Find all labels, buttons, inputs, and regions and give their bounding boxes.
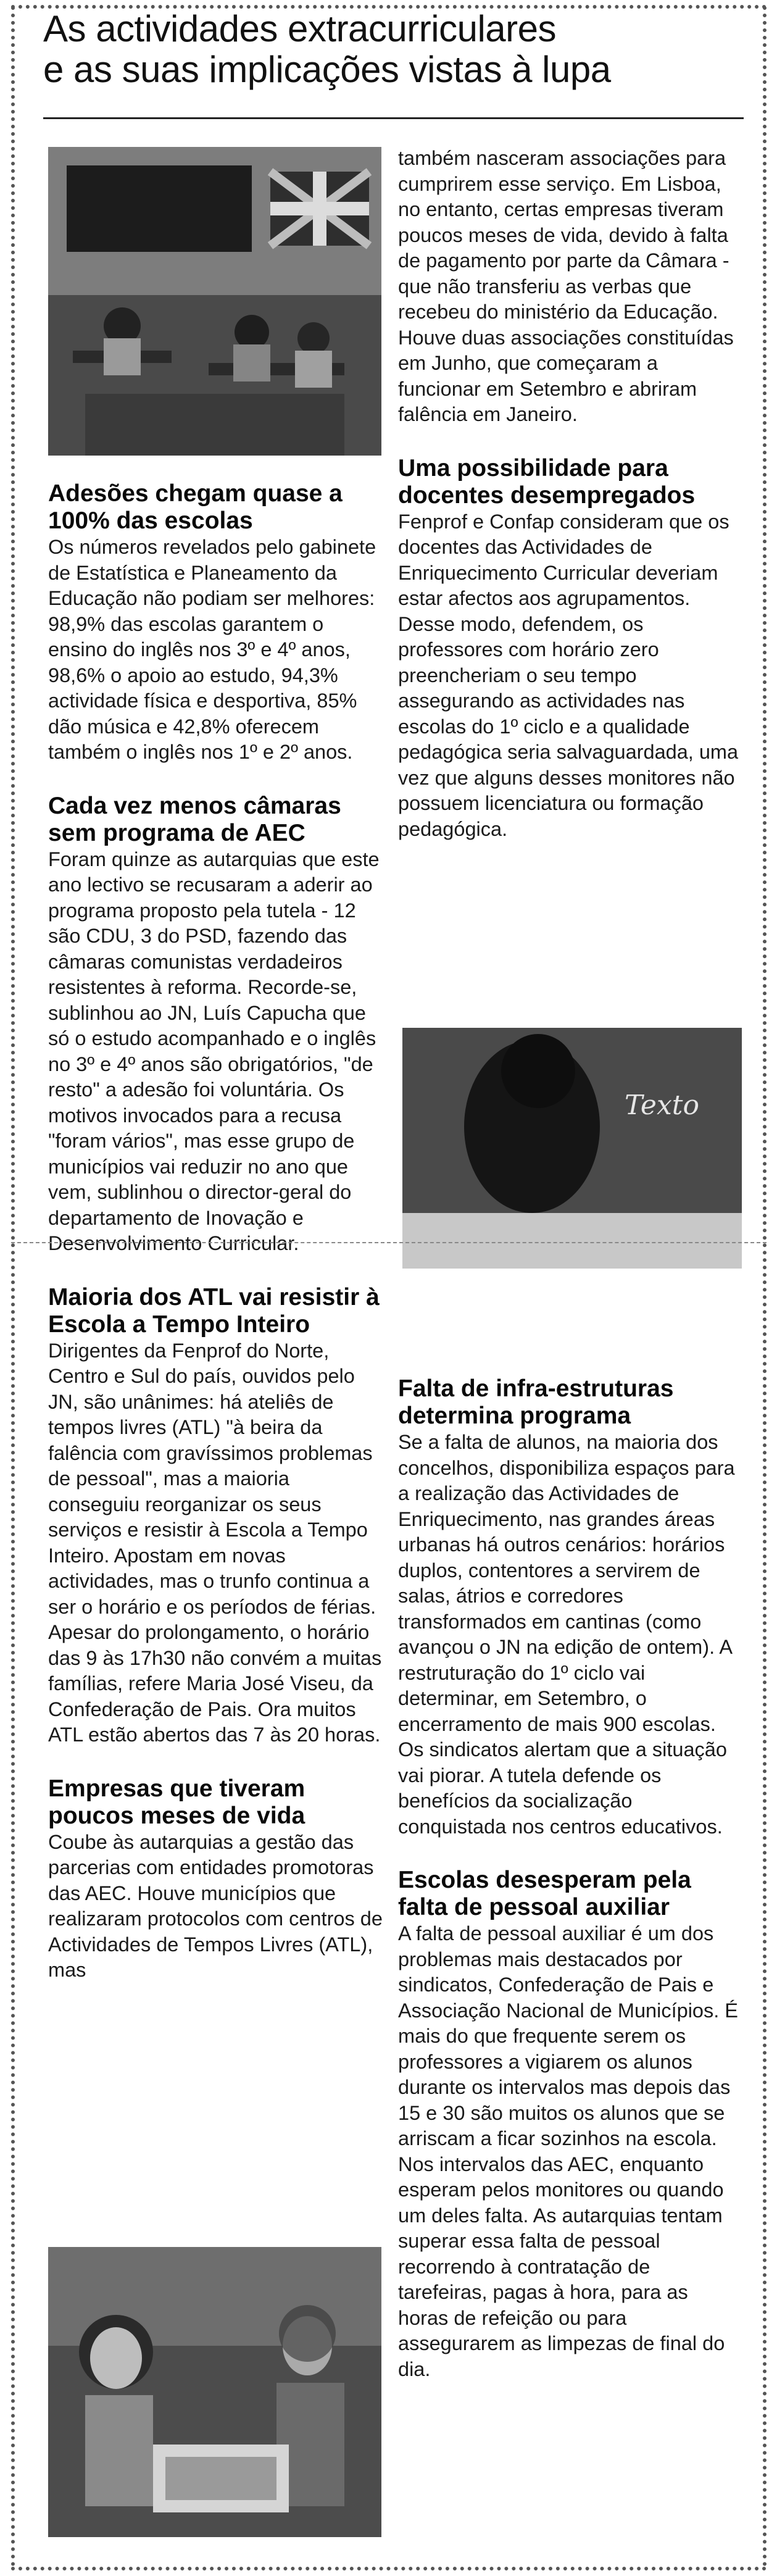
section-heading: Cada vez menos câmaras sem programa de AEC xyxy=(48,792,341,846)
section-docentes xyxy=(398,455,744,843)
section-pessoal xyxy=(398,1867,744,2382)
section-body: Dirigentes da Fenprof do Norte, Centro e Sul do país, ouvidos pelo JN, são unânimes: há ateliês de tempos livres (ATL) "à beira da falência com gravíssimos problemas de pessoal", mas a maioria conseguiu reorganizar os seus serviços e resistir à Escola a Tempo Inteiro. Apostam em novas actividades, mas o trunfo continua a ser o horário e os períodos de férias. Apesar do prolongamento, o horário das 9 às 17h30 não convém a muitas famílias, refere Maria José Viseu, da Confederação de Pais. Ora muitos ATL estão abertos das 7 às 20 horas. xyxy=(48,1339,382,1746)
section-heading: Maioria dos ATL vai resistir à Escola a Tempo Inteiro xyxy=(48,1283,380,1338)
classroom-image xyxy=(48,147,381,456)
dotted-border-left xyxy=(11,6,15,2568)
section-body: Os números revelados pelo gabinete de Estatística e Planeamento da Educação não podiam ser melhores: 98,9% das escolas garantem o ensino do inglês nos 3º e 4º anos, 98,6% o apoio ao estudo, 94,3% actividade física e desportiva, 85% dão música e 42,8% oferecem também o inglês nos 1º e 2º anos. xyxy=(48,536,376,763)
title-divider xyxy=(43,117,744,119)
dotted-border-right xyxy=(763,6,767,2568)
classroom-photo xyxy=(48,147,381,456)
section-atl xyxy=(48,1284,384,1748)
title-line-1: As actividades extracurriculares xyxy=(43,8,557,49)
teacher-board-photo xyxy=(402,1028,742,1269)
teacher-board-image xyxy=(402,1028,742,1269)
section-infra xyxy=(398,1375,744,1840)
section-body: Se a falta de alunos, na maioria dos concelhos, disponibiliza espaços para a realização das Actividades de Enriquecimento, nas grandes áreas urbanas há outros cenários: horários duplos, contentores a servirem de salas, átrios e corredores transformados em cantinas (como avançou o JN na edição de ontem). A restruturação do 1º ciclo vai determinar, em Setembro, o encerramento de mais 900 escolas. Os sindicatos alertam que a situação vai piorar. A tutela defende os benefícios da socialização conquistada nos centros educativos. xyxy=(398,1431,735,1838)
section-heading: Escolas desesperam pela falta de pessoal auxiliar xyxy=(398,1867,691,1920)
section-camaras xyxy=(48,793,384,1257)
page-fold-line xyxy=(11,1242,767,1243)
article-title xyxy=(43,9,734,90)
section-heading: Adesões chegam quase a 100% das escolas xyxy=(48,480,343,534)
section-continuation xyxy=(398,146,744,428)
children-photo xyxy=(48,2247,381,2537)
board-text: Texto xyxy=(625,1090,699,1121)
section-body: Foram quinze as autarquias que este ano lectivo se recusaram a aderir ao programa proposto pela tutela - 12 são CDU, 3 do PSD, fazendo das câmaras comunistas verdadeiros resistentes à reforma. Recorde-se, sublinhou ao JN, Luís Capucha que só o estudo acompanhado e o inglês no 3º e 4º anos são obrigatórios, "de resto" a adesão foi voluntária. Os motivos invocados para a recusa "foram vários", mas esse grupo de municípios vai reduzir no ano que vem, sublinhou o director-geral do departamento de Inovação e Desenvolvimento Curricular. xyxy=(48,848,380,1254)
section-heading: Empresas que tiveram poucos meses de vida xyxy=(48,1775,305,1829)
section-empresas xyxy=(48,1775,384,1983)
left-column xyxy=(48,480,384,1983)
right-column-lower xyxy=(398,1375,744,2382)
title-line-2: e as suas implicações vistas à lupa xyxy=(43,49,611,90)
section-body: Fenprof e Confap consideram que os docentes das Actividades de Enriquecimento Curricular deveriam estar afectos aos agrupamentos. Desse modo, defendem, os professores com horário zero preencheriam o seu tempo assegurando as actividades nas escolas do 1º ciclo e a qualidade pedagógica seria salvaguardada, uma vez que alguns desses monitores não possuem licenciatura ou formação pedagógica. xyxy=(398,510,739,840)
section-heading: Falta de infra-estruturas determina programa xyxy=(398,1375,674,1429)
right-column xyxy=(398,146,744,842)
children-image xyxy=(48,2247,381,2537)
section-adesoes xyxy=(48,480,384,765)
section-body: também nasceram associações para cumprirem esse serviço. Em Lisboa, no entanto, certas empresas tiveram poucos meses de vida, devido à falta de pagamento por parte da Câmara - que não transferiu as verbas que recebeu do ministério da Educação. Houve duas associações constituídas em Junho, que começaram a funcionar em Setembro e abriram falência em Janeiro. xyxy=(398,147,734,425)
section-body: A falta de pessoal auxiliar é um dos problemas mais destacados por sindicatos, Confederação de Pais e Associação Nacional de Municípios. É mais do que frequente serem os professores a vigiarem os alunos durante os intervalos mas depois das 15 e 30 são muitos os alunos que se arriscam a ficar sozinhos na escola. Nos intervalos das AEC, enquanto esperam pelos monitores ou quando um deles falta. As autarquias tentam superar essa falta de pessoal recorrendo à contratação de tarefeiras, pagas à hora, para as horas de refeição ou para assegurarem as limpezas de final do dia. xyxy=(398,1922,738,2380)
section-heading: Uma possibilidade para docentes desempregados xyxy=(398,454,696,509)
section-body: Coube às autarquias a gestão das parcerias com entidades promotoras das AEC. Houve municípios que realizaram protocolos com centros de Actividades de Tempos Livres (ATL), mas xyxy=(48,1830,383,1981)
dotted-border-bottom xyxy=(11,2567,767,2570)
